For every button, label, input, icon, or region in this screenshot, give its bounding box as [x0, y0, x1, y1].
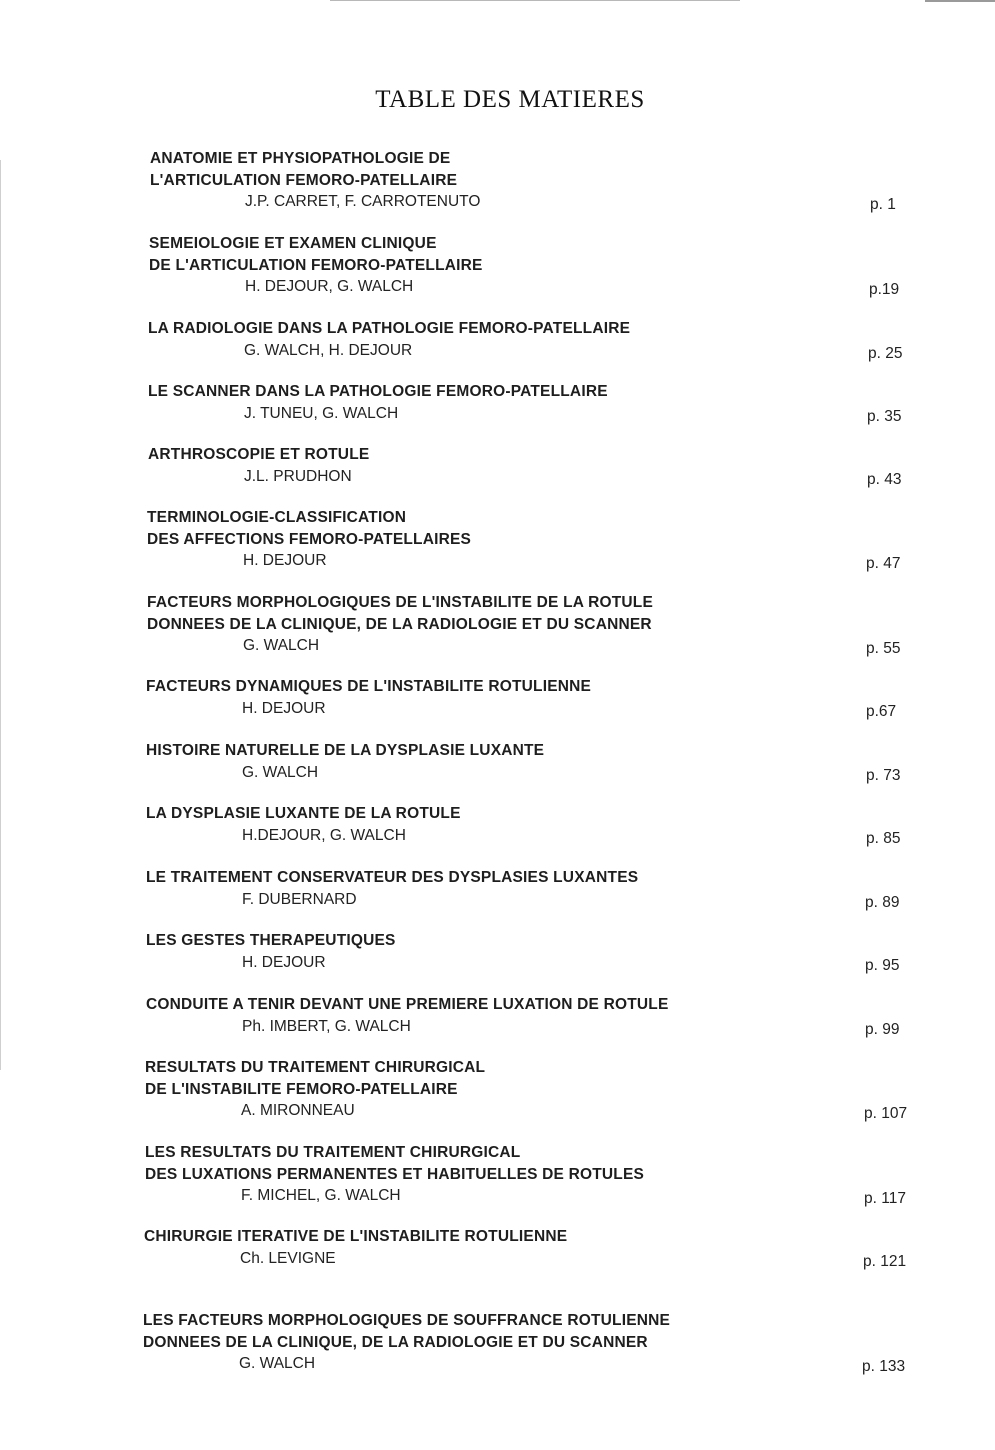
toc-entry-authors: G. WALCH [243, 637, 320, 654]
toc-entry-authors: H. DEJOUR [242, 953, 326, 971]
toc-entry-title: ANATOMIE ET PHYSIOPATHOLOGIE DE [150, 150, 451, 167]
toc-entry-title: LES FACTEURS MORPHOLOGIQUES DE SOUFFRANCE ROTULIENNE [143, 1312, 671, 1329]
toc-entry-authors: Ph. IMBERT, G. WALCH [242, 1017, 411, 1035]
toc-entry-title: ARTHROSCOPIE ET ROTULE [148, 446, 370, 463]
toc-entry-page-number: p. 35 [867, 407, 902, 425]
toc-entry-title: FACTEURS MORPHOLOGIQUES DE L'INSTABILITE DE LA ROTULE [147, 594, 653, 611]
toc-entry-title: RESULTATS DU TRAITEMENT CHIRURGICAL [145, 1059, 486, 1076]
toc-entry-authors: G. WALCH [239, 1355, 316, 1372]
toc-entry-page-number: p. 85 [866, 829, 901, 847]
toc-entry-authors: H. DEJOUR, G. WALCH [245, 278, 414, 295]
toc-entry-page-number: p. 95 [865, 956, 900, 974]
toc-entry-page-number: p. 25 [868, 344, 903, 362]
toc-entry-page-number: p. 117 [864, 1190, 906, 1207]
toc-entry-authors: J. TUNEU, G. WALCH [244, 404, 399, 422]
toc-entry-authors: G. WALCH [242, 763, 319, 781]
toc-entry-title: LES RESULTATS DU TRAITEMENT CHIRURGICAL [145, 1144, 521, 1161]
toc-entry-authors: J.P. CARRET, F. CARROTENUTO [245, 193, 481, 210]
toc-entry-title: CONDUITE A TENIR DEVANT UNE PREMIERE LUXATION DE ROTULE [146, 996, 669, 1013]
toc-entry-title: SEMEIOLOGIE ET EXAMEN CLINIQUE [149, 235, 437, 252]
scan-artifact-top-right-line [925, 0, 995, 2]
toc-entry-title: LE TRAITEMENT CONSERVATEUR DES DYSPLASIES LUXANTES [146, 869, 639, 886]
toc-entry-authors: F. MICHEL, G. WALCH [241, 1187, 401, 1204]
toc-entry-page-number: p. 133 [862, 1358, 906, 1375]
toc-entry-title: DE L'INSTABILITE FEMORO-PATELLAIRE [145, 1080, 458, 1098]
toc-entry-title: HISTOIRE NATURELLE DE LA DYSPLASIE LUXANTE [146, 742, 545, 759]
toc-entry-title: LA RADIOLOGIE DANS LA PATHOLOGIE FEMORO-PATELLAIRE [148, 320, 631, 337]
scan-artifact-left-edge [0, 160, 1, 1070]
toc-entry-title: DES AFFECTIONS FEMORO-PATELLAIRES [147, 530, 472, 548]
toc-entry-page-number: p. 89 [865, 893, 900, 911]
toc-entry-page-number: p. 107 [864, 1105, 908, 1122]
toc-entry-authors: Ch. LEVIGNE [240, 1249, 336, 1267]
toc-entry-title: TERMINOLOGIE-CLASSIFICATION [147, 509, 407, 526]
toc-entry-title: LA DYSPLASIE LUXANTE DE LA ROTULE [146, 805, 461, 822]
toc-entry-authors: H. DEJOUR [243, 552, 327, 569]
toc-entry-title: LE SCANNER DANS LA PATHOLOGIE FEMORO-PATELLAIRE [148, 383, 608, 400]
toc-entry-page-number: p. 47 [866, 555, 901, 572]
toc-entry-title: DES LUXATIONS PERMANENTES ET HABITUELLES DE ROTULES [145, 1165, 645, 1183]
toc-entry-page-number: p. 55 [866, 640, 901, 657]
toc-entry-page-number: p. 121 [863, 1252, 907, 1270]
toc-entry-page-number: p. 43 [867, 470, 902, 488]
toc-entry-authors: G. WALCH, H. DEJOUR [244, 341, 413, 359]
toc-entry-page-number: p. 73 [866, 766, 901, 784]
toc-entry-page-number: p.67 [866, 702, 897, 720]
toc-entry-title: CHIRURGIE ITERATIVE DE L'INSTABILITE ROTULIENNE [144, 1228, 568, 1245]
toc-entry-title: DE L'ARTICULATION FEMORO-PATELLAIRE [149, 256, 483, 274]
toc-entry-title: DONNEES DE LA CLINIQUE, DE LA RADIOLOGIE ET DU SCANNER [143, 1333, 648, 1351]
toc-entry-page-number: p. 1 [870, 196, 896, 213]
toc-entry-page-number: p.19 [869, 281, 900, 298]
toc-entry-authors: H. DEJOUR [242, 699, 326, 717]
toc-entry-authors: J.L. PRUDHON [244, 467, 352, 485]
toc-entry-title: LES GESTES THERAPEUTIQUES [146, 932, 396, 949]
page-title: TABLE DES MATIERES [375, 86, 645, 113]
toc-entry-authors: F. DUBERNARD [242, 890, 357, 908]
toc-entry-page-number: p. 99 [865, 1020, 900, 1038]
toc-entry-authors: H.DEJOUR, G. WALCH [242, 826, 406, 844]
toc-entry-title: L'ARTICULATION FEMORO-PATELLAIRE [150, 171, 458, 189]
toc-entry-title: DONNEES DE LA CLINIQUE, DE LA RADIOLOGIE ET DU SCANNER [147, 615, 652, 633]
scan-artifact-top-line [330, 0, 740, 1]
toc-entry-authors: A. MIRONNEAU [241, 1102, 355, 1119]
toc-entry-title: FACTEURS DYNAMIQUES DE L'INSTABILITE ROTULIENNE [146, 678, 592, 695]
